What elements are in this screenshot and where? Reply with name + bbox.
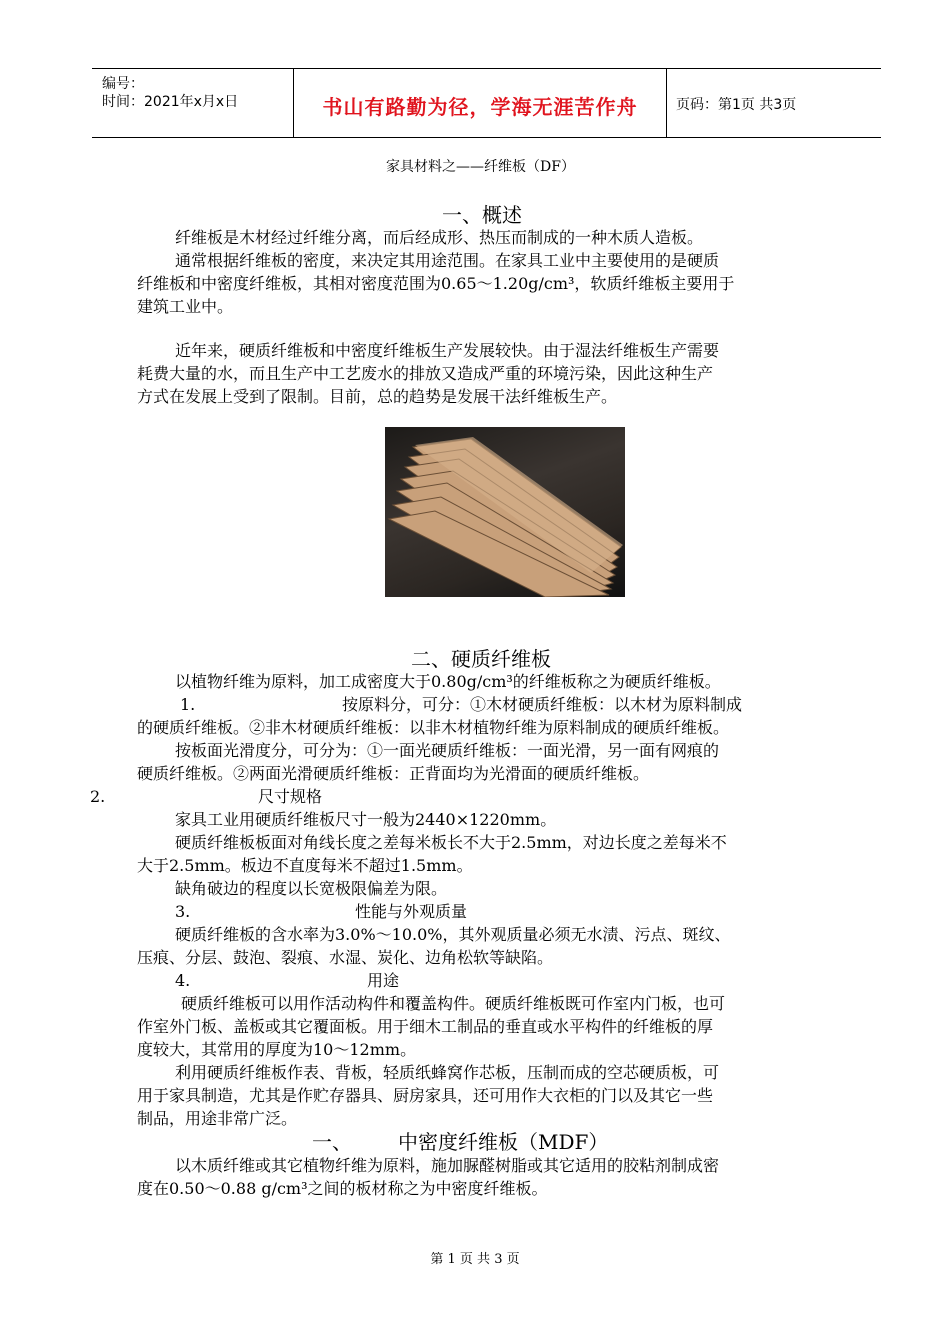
item-title: 性能与外观质量 <box>355 902 468 921</box>
paragraph: 按原料分，可分：①木材硬质纤维板：以木材为原料制成 <box>342 695 743 714</box>
paragraph: 用于家具制造，尤其是作贮存器具、厨房家具，还可用作大衣柜的门以及其它一些 <box>137 1086 714 1105</box>
fiberboard-photo <box>385 427 625 597</box>
time-label: 时间：2021年x月x日 <box>102 94 239 110</box>
header-center-cell <box>293 69 667 137</box>
paragraph: 近年来，硬质纤维板和中密度纤维板生产发展较快。由于湿法纤维板生产需要 <box>175 341 720 360</box>
paragraph: 纤维板是木材经过纤维分离，而后经成形、热压而制成的一种木质人造板。 <box>175 228 704 247</box>
motto: 书山有路勤为径，学海无涯苦作舟 <box>322 95 638 119</box>
item-number: 4. <box>175 971 191 990</box>
paragraph: 耗费大量的水，而且生产中工艺废水的排放又造成严重的环境污染，因此这种生产 <box>137 364 714 383</box>
paragraph: 硬质纤维板可以用作活动构件和覆盖构件。硬质纤维板既可作室内门板，也可 <box>181 994 726 1013</box>
paragraph: 制品，用途非常广泛。 <box>137 1109 298 1128</box>
item-number: 1. <box>180 695 196 714</box>
header-left-cell <box>92 69 293 137</box>
paragraph: 建筑工业中。 <box>137 297 234 316</box>
doc-title: 家具材料之——纤维板（DF） <box>386 159 575 175</box>
paragraph: 通常根据纤维板的密度，来决定其用途范围。在家具工业中主要使用的是硬质 <box>175 251 720 270</box>
paragraph: 以植物纤维为原料，加工成密度大于0.80g/cm³的纤维板称之为硬质纤维板。 <box>175 672 721 691</box>
paragraph: 作室外门板、盖板或其它覆面板。用于细木工制品的垂直或水平构件的纤维板的厚 <box>137 1017 714 1036</box>
paragraph: 硬质纤维板板面对角线长度之差每米板长不大于2.5mm，对边长度之差每米不 <box>175 833 727 852</box>
paragraph: 硬质纤维板的含水率为3.0%～10.0%，其外观质量必须无水渍、污点、斑纹、 <box>175 925 731 944</box>
header-right-cell <box>666 69 881 137</box>
paragraph: 家具工业用硬质纤维板尺寸一般为2440×1220mm。 <box>175 810 557 829</box>
section-heading-hardboard: 二、硬质纤维板 <box>411 647 551 671</box>
fiberboard-stack-image <box>385 427 625 597</box>
paragraph: 大于2.5mm。板边不直度每米不超过1.5mm。 <box>137 856 473 875</box>
header-table <box>92 68 881 138</box>
item-number: 2. <box>90 787 106 806</box>
paragraph: 硬质纤维板。②两面光滑硬质纤维板：正背面均为光滑面的硬质纤维板。 <box>137 764 650 783</box>
section-heading-mdf: 中密度纤维板（MDF） <box>398 1130 609 1154</box>
item-title: 用途 <box>367 971 400 990</box>
paragraph: 的硬质纤维板。②非木材硬质纤维板：以非木材植物纤维为原料制成的硬质纤维板。 <box>137 718 730 737</box>
paragraph: 以木质纤维或其它植物纤维为原料，施加脲醛树脂或其它适用的胶粘剂制成密 <box>175 1156 720 1175</box>
paragraph: 按板面光滑度分，可分为：①一面光硬质纤维板：一面光滑，另一面有网痕的 <box>175 741 720 760</box>
item-title: 尺寸规格 <box>258 787 323 806</box>
section-heading-overview: 一、概述 <box>442 203 522 227</box>
paragraph: 缺角破边的程度以长宽极限偏差为限。 <box>175 879 448 898</box>
item-number: 3. <box>175 902 191 921</box>
page-footer: 第 1 页 共 3 页 <box>430 1252 520 1267</box>
paragraph: 方式在发展上受到了限制。目前，总的趋势是发展干法纤维板生产。 <box>137 387 618 406</box>
paragraph: 度在0.50～0.88 g/cm³之间的板材称之为中密度纤维板。 <box>137 1179 548 1198</box>
paragraph: 度较大，其常用的厚度为10～12mm。 <box>137 1040 417 1059</box>
paragraph: 纤维板和中密度纤维板，其相对密度范围为0.65～1.20g/cm³，软质纤维板主要用于 <box>137 274 735 293</box>
section-number: 一、 <box>312 1130 352 1154</box>
page-info: 页码：第1页 共3页 <box>676 97 797 113</box>
number-label: 编号： <box>102 76 144 92</box>
paragraph: 利用硬质纤维板作表、背板，轻质纸蜂窝作芯板，压制而成的空芯硬质板，可 <box>175 1063 720 1082</box>
paragraph: 压痕、分层、鼓泡、裂痕、水湿、炭化、边角松软等缺陷。 <box>137 948 554 967</box>
